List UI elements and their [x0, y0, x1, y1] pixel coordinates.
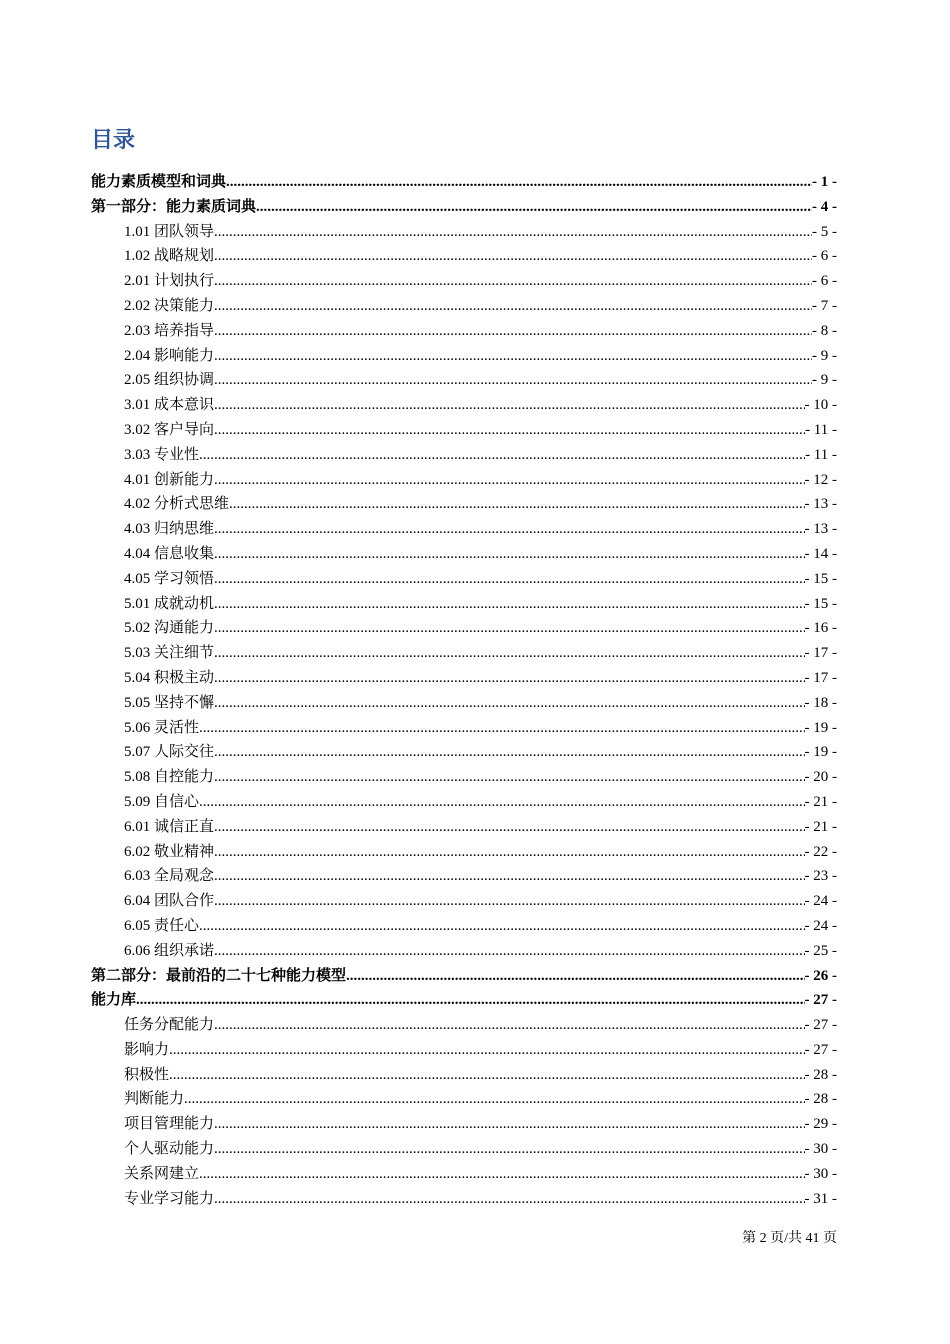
toc-entry[interactable] — [91, 220, 837, 245]
toc-entry-label: 2.05 组织协调 — [124, 372, 215, 389]
toc-entry-label: 5.02 沟通能力 — [124, 620, 215, 637]
toc-entry[interactable] — [91, 567, 837, 592]
toc-entry-label: 4.04 信息收集 — [124, 545, 215, 562]
toc-page-number: - 5 - — [812, 223, 837, 240]
toc-entry[interactable] — [91, 716, 837, 741]
toc-dot-leader — [226, 170, 812, 195]
toc-entry-label: 能力库 — [91, 992, 137, 1009]
toc-entry[interactable] — [91, 1087, 837, 1112]
toc-entry[interactable] — [91, 443, 837, 468]
toc-dot-leader — [214, 542, 804, 567]
toc-entry[interactable] — [91, 641, 837, 666]
toc-page-number: - 29 - — [804, 1116, 837, 1133]
toc-dot-leader — [214, 1013, 804, 1038]
toc-page-number: - 17 - — [804, 645, 837, 662]
toc-entry-label: 能力素质模型和词典 — [91, 174, 227, 190]
toc-page-number: - 27 - — [804, 992, 837, 1009]
toc-page-number: - 24 - — [804, 893, 837, 910]
toc-dot-leader — [214, 368, 812, 393]
toc-dot-leader — [199, 790, 804, 815]
toc-entry[interactable] — [91, 542, 837, 567]
toc-entry[interactable] — [91, 517, 837, 542]
toc-entry[interactable] — [91, 1038, 837, 1063]
toc-page-number: - 31 - — [804, 1190, 837, 1207]
toc-page-number: - 30 - — [804, 1141, 837, 1158]
toc-entry-label: 5.03 关注细节 — [124, 645, 215, 662]
toc-dot-leader — [214, 592, 804, 617]
toc-dot-leader — [136, 988, 804, 1013]
toc-entry[interactable] — [91, 269, 837, 294]
toc-entry-label: 6.01 诚信正直 — [124, 818, 215, 835]
toc-page-number: - 13 - — [804, 496, 837, 513]
toc-entry-label: 任务分配能力 — [124, 1017, 215, 1034]
toc-dot-leader — [214, 269, 812, 294]
toc-entry[interactable] — [91, 1162, 837, 1187]
toc-entry-label: 4.02 分析式思维 — [124, 496, 230, 513]
toc-page-number: - 21 - — [804, 818, 837, 835]
toc-entry-label: 关系网建立 — [124, 1165, 200, 1182]
toc-dot-leader — [214, 319, 812, 344]
toc-page-number: - 20 - — [804, 769, 837, 786]
toc-entry-label: 4.05 学习领悟 — [124, 570, 215, 587]
toc-page-number: - 6 - — [812, 273, 837, 290]
toc-dot-leader — [199, 1162, 804, 1187]
toc-page-number: - 6 - — [812, 248, 837, 265]
toc-entry-label: 6.03 全局观念 — [124, 868, 215, 885]
toc-page-number: - 17 - — [804, 669, 837, 686]
toc-entry-label: 5.06 灵活性 — [124, 719, 200, 736]
toc-dot-leader — [214, 220, 812, 245]
toc-page-number: - 22 - — [804, 843, 837, 860]
toc-dot-leader — [169, 1038, 804, 1063]
toc-page-number: - 19 - — [804, 744, 837, 761]
toc-entry-label: 2.03 培养指导 — [124, 322, 215, 339]
toc-entry[interactable] — [91, 840, 837, 865]
toc-page-number: - 12 - — [804, 471, 837, 488]
toc-dot-leader — [229, 492, 804, 517]
toc-page-number: - 7 - — [812, 297, 837, 314]
page-footer: 第 2 页/共 41 页 — [742, 1231, 837, 1246]
toc-page-number: - 4 - — [812, 198, 837, 215]
toc-dot-leader — [214, 939, 804, 964]
toc-entry[interactable] — [91, 666, 837, 691]
toc-page-number: - 30 - — [804, 1165, 837, 1182]
toc-page-number: - 11 - — [805, 421, 837, 438]
toc-page-number: - 11 - — [805, 446, 837, 463]
toc-page-number: - 21 - — [804, 793, 837, 810]
toc-page-number: - 1 - — [812, 174, 837, 190]
toc-entry-label: 3.03 专业性 — [124, 446, 200, 463]
toc-dot-leader — [214, 840, 804, 865]
toc-entry[interactable] — [91, 492, 837, 517]
toc-list — [91, 170, 837, 1211]
toc-dot-leader — [214, 1112, 804, 1137]
toc-dot-leader — [214, 393, 804, 418]
toc-dot-leader — [214, 294, 812, 319]
toc-entry-label: 5.08 自控能力 — [124, 769, 215, 786]
toc-entry-label: 3.02 客户导向 — [124, 421, 215, 438]
toc-dot-leader — [199, 443, 805, 468]
toc-entry[interactable] — [91, 1063, 837, 1088]
toc-page-number: - 24 - — [804, 917, 837, 934]
toc-dot-leader — [169, 1063, 804, 1088]
toc-page-number: - 9 - — [812, 372, 837, 389]
toc-dot-leader — [214, 344, 812, 369]
toc-dot-leader — [256, 195, 812, 220]
toc-dot-leader — [214, 567, 804, 592]
toc-dot-leader — [214, 889, 804, 914]
toc-entry-label: 5.04 积极主动 — [124, 669, 215, 686]
toc-page-number: - 10 - — [804, 397, 837, 414]
toc-entry[interactable] — [91, 616, 837, 641]
toc-entry-label: 4.01 创新能力 — [124, 471, 215, 488]
toc-entry[interactable] — [91, 790, 837, 815]
toc-page-number: - 16 - — [804, 620, 837, 637]
toc-entry[interactable] — [91, 244, 837, 269]
toc-page-number: - 8 - — [812, 322, 837, 339]
toc-entry[interactable] — [91, 988, 837, 1013]
toc-entry-label: 2.01 计划执行 — [124, 273, 215, 290]
toc-dot-leader — [214, 1137, 804, 1162]
toc-dot-leader — [214, 864, 804, 889]
toc-entry-label: 个人驱动能力 — [124, 1141, 215, 1158]
toc-entry-label: 第一部分：能力素质词典 — [91, 198, 257, 215]
toc-page-number: - 28 - — [804, 1066, 837, 1083]
toc-page-number: - 9 - — [812, 347, 837, 364]
toc-dot-leader — [214, 765, 804, 790]
toc-entry-label: 1.02 战略规划 — [124, 248, 215, 265]
toc-page-number: - 13 - — [804, 521, 837, 538]
toc-entry-label: 5.09 自信心 — [124, 793, 200, 810]
toc-page-number: - 14 - — [804, 545, 837, 562]
toc-entry-label: 5.05 坚持不懈 — [124, 694, 215, 711]
toc-entry-label: 积极性 — [124, 1066, 170, 1083]
toc-dot-leader — [214, 418, 805, 443]
toc-entry-label: 1.01 团队领导 — [124, 223, 215, 240]
toc-entry[interactable] — [91, 1013, 837, 1038]
toc-page-number: - 15 - — [804, 595, 837, 612]
toc-page-number: - 27 - — [804, 1041, 837, 1058]
toc-dot-leader — [214, 616, 804, 641]
toc-page-number: - 18 - — [804, 694, 837, 711]
toc-page-number: - 25 - — [804, 942, 837, 959]
toc-entry[interactable] — [91, 170, 837, 195]
toc-entry[interactable] — [91, 1137, 837, 1162]
toc-entry[interactable] — [91, 815, 837, 840]
toc-dot-leader — [199, 716, 804, 741]
toc-entry-label: 5.07 人际交往 — [124, 744, 215, 761]
toc-dot-leader — [214, 468, 804, 493]
toc-entry[interactable] — [91, 914, 837, 939]
toc-entry-label: 影响力 — [124, 1041, 170, 1058]
toc-entry[interactable] — [91, 393, 837, 418]
toc-dot-leader — [214, 740, 804, 765]
toc-entry[interactable] — [91, 592, 837, 617]
toc-entry[interactable] — [91, 418, 837, 443]
toc-dot-leader — [214, 641, 804, 666]
toc-entry[interactable] — [91, 1187, 837, 1212]
toc-dot-leader — [199, 914, 804, 939]
toc-dot-leader — [214, 1187, 804, 1212]
toc-entry[interactable] — [91, 691, 837, 716]
toc-dot-leader — [214, 244, 812, 269]
toc-entry[interactable] — [91, 468, 837, 493]
toc-entry-label: 2.02 决策能力 — [124, 297, 215, 314]
toc-entry[interactable] — [91, 864, 837, 889]
toc-page-number: - 19 - — [804, 719, 837, 736]
toc-entry-label: 2.04 影响能力 — [124, 347, 215, 364]
toc-dot-leader — [214, 815, 804, 840]
toc-page-number: - 15 - — [804, 570, 837, 587]
toc-entry-label: 6.05 责任心 — [124, 917, 200, 934]
toc-page-number: - 28 - — [804, 1091, 837, 1108]
toc-entry[interactable] — [91, 889, 837, 914]
toc-entry[interactable] — [91, 344, 837, 369]
toc-entry-label: 6.02 敬业精神 — [124, 843, 215, 860]
toc-heading: 目录 — [91, 128, 136, 153]
toc-dot-leader — [214, 666, 804, 691]
toc-page-number: - 23 - — [804, 868, 837, 885]
toc-entry-label: 第二部分：最前沿的二十七种能力模型 — [91, 967, 347, 984]
toc-entry[interactable] — [91, 195, 837, 220]
toc-entry[interactable] — [91, 319, 837, 344]
toc-entry[interactable] — [91, 939, 837, 964]
toc-page-number: - 27 - — [804, 1017, 837, 1034]
toc-entry[interactable] — [91, 294, 837, 319]
toc-dot-leader — [214, 691, 804, 716]
toc-entry[interactable] — [91, 1112, 837, 1137]
toc-entry-label: 判断能力 — [124, 1091, 185, 1108]
toc-entry[interactable] — [91, 368, 837, 393]
toc-entry[interactable] — [91, 765, 837, 790]
toc-entry-label: 4.03 归纳思维 — [124, 521, 215, 538]
toc-entry-label: 项目管理能力 — [124, 1116, 215, 1133]
toc-entry-label: 6.04 团队合作 — [124, 893, 215, 910]
toc-entry[interactable] — [91, 740, 837, 765]
toc-dot-leader — [184, 1087, 804, 1112]
toc-entry-label: 5.01 成就动机 — [124, 595, 215, 612]
toc-entry-label: 6.06 组织承诺 — [124, 942, 215, 959]
toc-page-number: - 26 - — [804, 967, 837, 984]
toc-entry-label: 3.01 成本意识 — [124, 397, 215, 414]
toc-entry-label: 专业学习能力 — [124, 1190, 215, 1207]
toc-dot-leader — [214, 517, 804, 542]
toc-dot-leader — [346, 964, 804, 989]
toc-entry[interactable] — [91, 964, 837, 989]
